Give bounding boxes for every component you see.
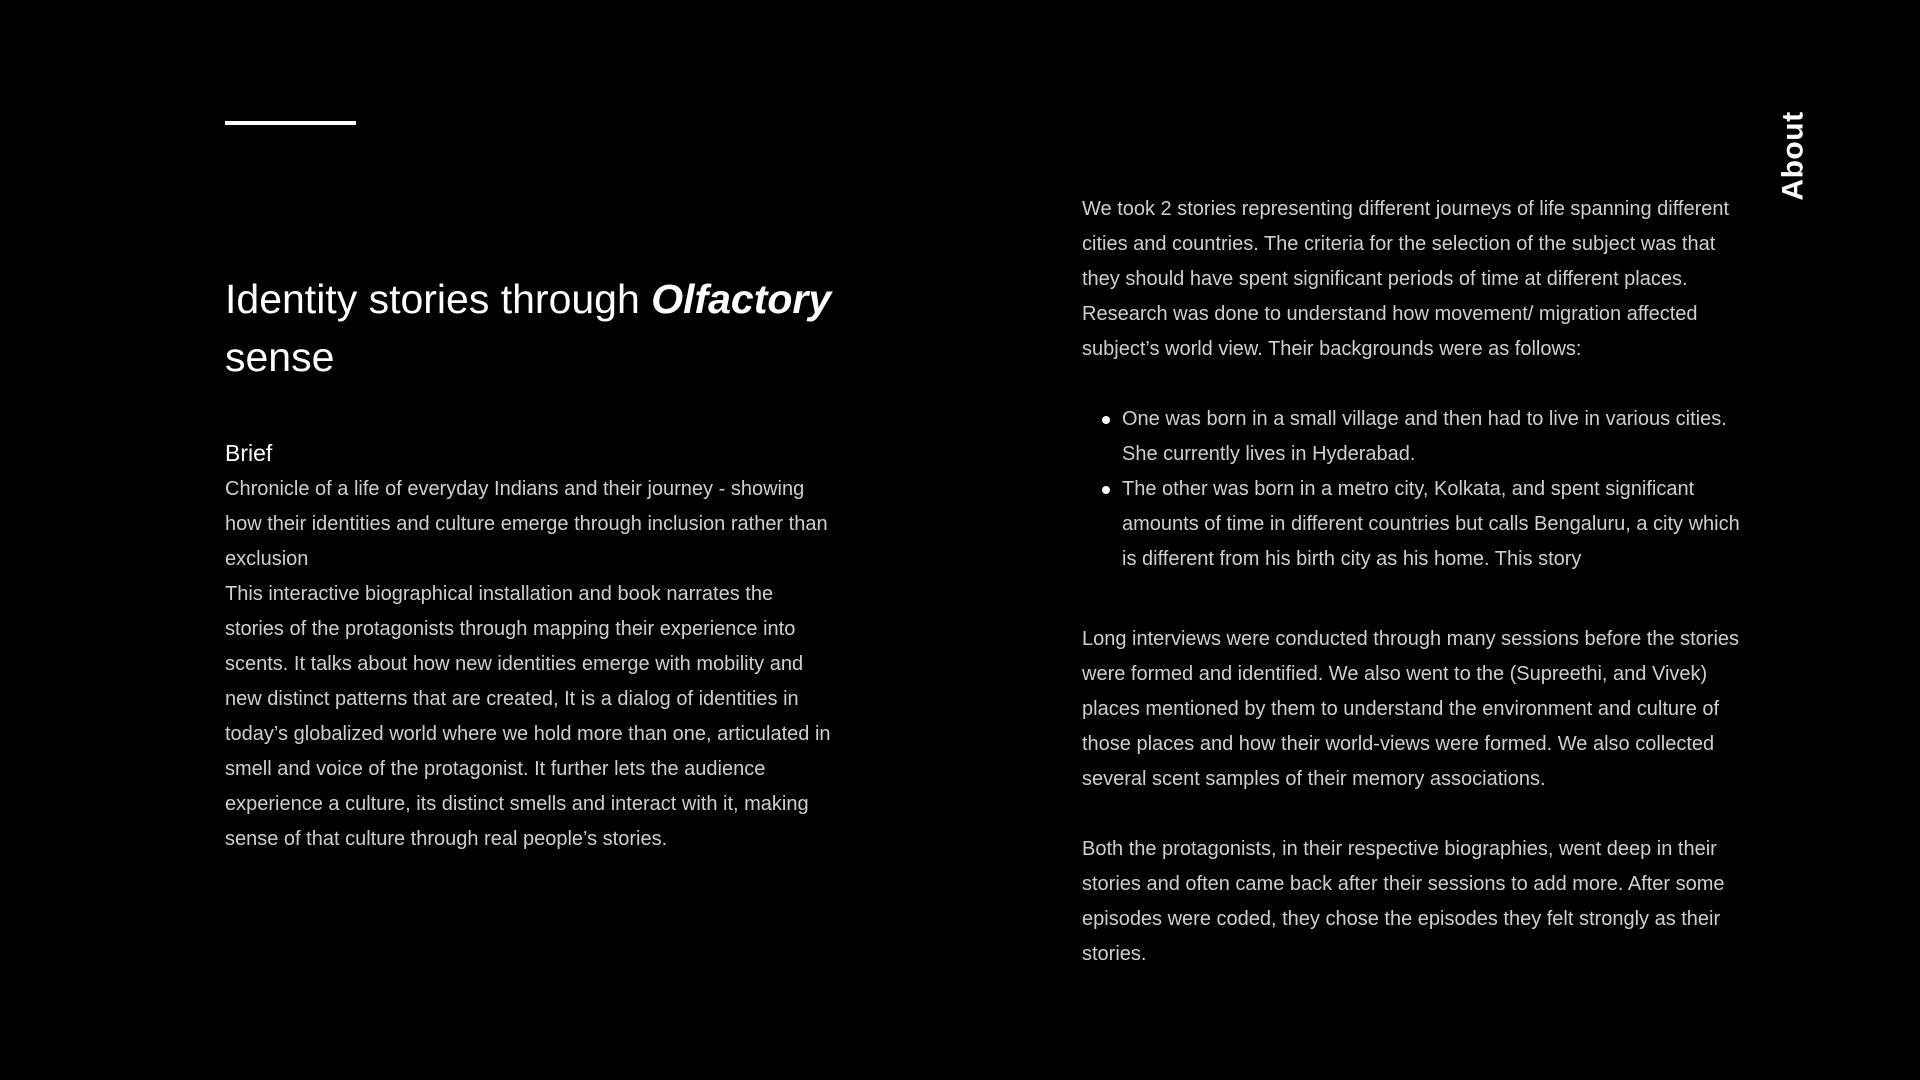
side-section-label — [1766, 111, 1822, 201]
title-prefix: Identity stories through — [225, 276, 652, 322]
brief-paragraph-1: Chronicle of a life of everyday Indians and their journey - showing how their identities and culture emerge through inclusion rather than exclusion — [225, 478, 828, 570]
accent-line — [225, 121, 356, 125]
title-suffix: sense — [225, 334, 335, 380]
title-emphasis: Olfactory — [651, 276, 832, 322]
about-label: About — [1777, 111, 1811, 201]
about-column — [1082, 192, 1752, 972]
page-title — [225, 270, 835, 386]
list-item: One was born in a small village and then had to live in various cities. She currently lives in Hyderabad. — [1122, 402, 1752, 472]
about-intro: We took 2 stories representing different journeys of life spanning different cities and countries. The criteria for the selection of the subject was that they should have spent significant periods of time at different places. Research was done to understand how movement/ migration affected subject’s world view. Their backgrounds were as follows: — [1082, 198, 1730, 360]
brief-column — [225, 270, 835, 857]
brief-heading: Brief — [225, 440, 273, 466]
backgrounds-list — [1082, 402, 1752, 577]
list-item: The other was born in a metro city, Kolkata, and spent significant amounts of time in different countries but calls Bengaluru, a city which is different from his birth city as his home. This story — [1122, 472, 1752, 577]
about-protagonists: Both the protagonists, in their respective biographies, went deep in their stories and often came back after their sessions to add more. After some episodes were coded, they chose the episodes they felt strongly as their stories. — [1082, 838, 1725, 965]
brief-paragraph-2: This interactive biographical installation and book narrates the stories of the protagonists through mapping their experience into scents. It talks about how new identities emerge with mobility and new distinct patterns that are created, It is a dialog of identities in today’s globalized world where we hold more than one, articulated in smell and voice of the protagonist. It further lets the audience experience a culture, its distinct smells and interact with it, making sense of that culture through real people’s stories. — [225, 583, 831, 850]
about-interviews: Long interviews were conducted through many sessions before the stories were formed and identified. We also went to the (Supreethi, and Vivek) places mentioned by them to understand the environment and culture of those places and how their world-views were formed. We also collected several scent samples of their memory associations. — [1082, 628, 1740, 790]
